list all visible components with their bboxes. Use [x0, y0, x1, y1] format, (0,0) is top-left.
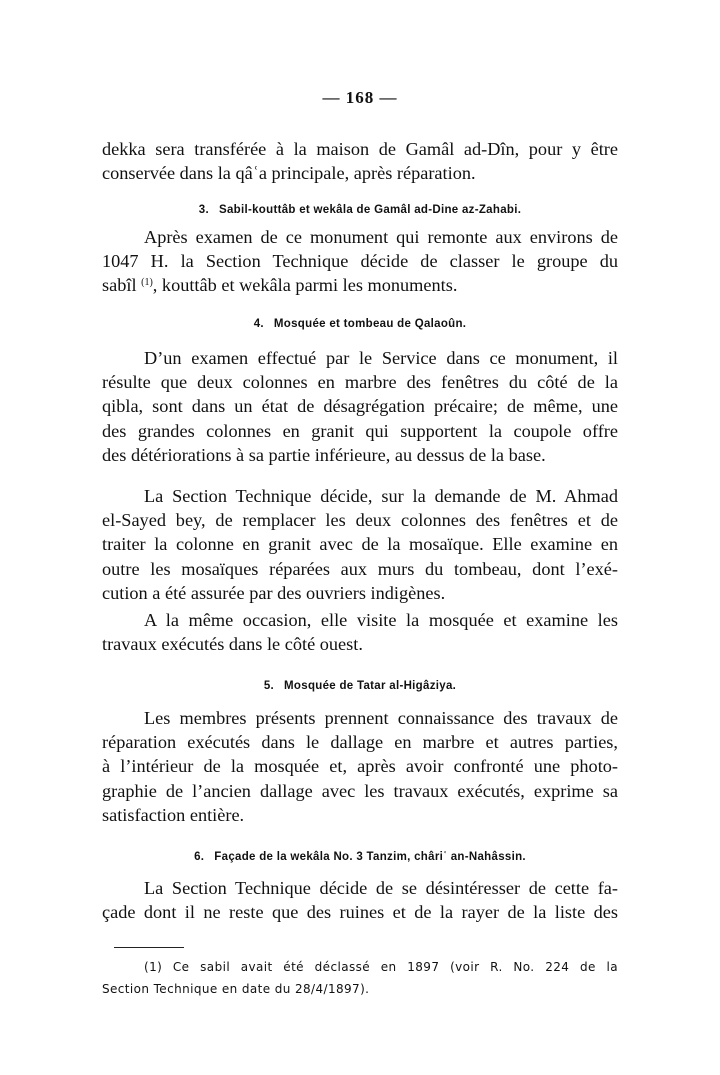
section-6-paragraph	[102, 876, 618, 924]
section-title: Mosquée de Tatar al-Higâziya.	[284, 680, 457, 692]
text-line: graphie de l’ancien dallage avec les travaux exécutés, exprime sa	[102, 780, 618, 801]
text-fragment: sabîl	[102, 275, 137, 296]
section-4-paragraph-3	[102, 608, 618, 656]
text-line: outre les mosaïques réparées aux murs du tombeau, dont l’exé-	[102, 558, 618, 579]
text-line: D’un examen effectué par le Service dans ce monument, il	[144, 348, 618, 368]
text-line: des grandes colonnes en granit qui supportent la coupole offre	[102, 420, 618, 441]
section-heading-3	[102, 204, 618, 216]
section-number: 6.	[194, 851, 205, 863]
section-3-paragraph	[102, 225, 618, 298]
footnote-1	[102, 956, 618, 1000]
text-line: dekka sera transférée à la maison de Gamâl ad-Dîn, pour y être	[102, 139, 618, 159]
footnote-reference[interactable]: (1)	[141, 277, 153, 289]
section-number: 4.	[253, 318, 264, 330]
section-number: 5.	[263, 680, 275, 692]
section-number: 3.	[198, 204, 209, 216]
section-4-paragraph-1	[102, 346, 618, 467]
text-line: Après examen de ce monument qui remonte aux environs de	[144, 227, 618, 247]
section-title: Mosquée et tombeau de Qalaoûn.	[273, 318, 467, 330]
text-line: réparation exécutés dans le dallage en marbre et autres parties,	[102, 732, 618, 753]
text-line: résulte que deux colonnes en marbre des fenêtres du côté de la	[102, 372, 618, 393]
text-line: conservée dans la qâʿa principale, après réparation.	[102, 163, 476, 184]
text-line: à l’intérieur de la mosquée et, après avoir confronté une photo-	[102, 756, 618, 777]
text-line: cution a été assurée par des ouvriers indigènes.	[102, 582, 446, 603]
intro-paragraph	[102, 137, 618, 185]
section-heading-5	[102, 680, 618, 692]
footnote-line: Section Technique en date du 28/4/1897).	[102, 982, 370, 996]
section-4-paragraph-2	[102, 484, 618, 605]
text-line	[102, 273, 618, 297]
section-heading-6	[102, 851, 618, 863]
text-line: qibla, sont dans un état de désagrégation précaire; de même, une	[102, 396, 618, 417]
footnote-divider	[114, 947, 184, 948]
text-fragment: , kouttâb et wekâla parmi les monuments.	[152, 275, 458, 296]
text-line: A la même occasion, elle visite la mosquée et examine les	[144, 610, 618, 630]
section-title: Sabil-kouttâb et wekâla de Gamâl ad-Dine az-Zahabi.	[218, 204, 522, 216]
text-line: La Section Technique décide, sur la demande de M. Ahmad	[144, 486, 618, 506]
text-line: Les membres présents prennent connaissance des travaux de	[144, 708, 618, 728]
text-line: des détériorations à sa partie inférieure, au dessus de la base.	[102, 444, 546, 465]
text-line: traiter la colonne en granit avec de la mosaïque. Elle examine en	[102, 534, 618, 555]
text-line: satisfaction entière.	[102, 804, 245, 825]
footnote-line: (1) Ce sabil avait été déclassé en 1897 (voir R. No. 224 de la	[144, 960, 618, 974]
text-line: travaux exécutés dans le côté ouest.	[102, 634, 363, 655]
section-title: Façade de la wekâla No. 3 Tanzim, châriʿ an-Nahâssin.	[214, 851, 526, 863]
page-number: — 168 —	[322, 88, 398, 107]
text-line: el-Sayed bey, de remplacer les deux colonnes des fenêtres et de	[102, 510, 618, 531]
section-heading-4	[102, 318, 618, 330]
text-line: çade dont il ne reste que des ruines et de la rayer de la liste des	[102, 902, 618, 923]
text-line: 1047 H. la Section Technique décide de classer le groupe du	[102, 251, 618, 272]
section-5-paragraph	[102, 706, 618, 827]
text-line: La Section Technique décide de se désintéresser de cette fa-	[144, 878, 618, 898]
